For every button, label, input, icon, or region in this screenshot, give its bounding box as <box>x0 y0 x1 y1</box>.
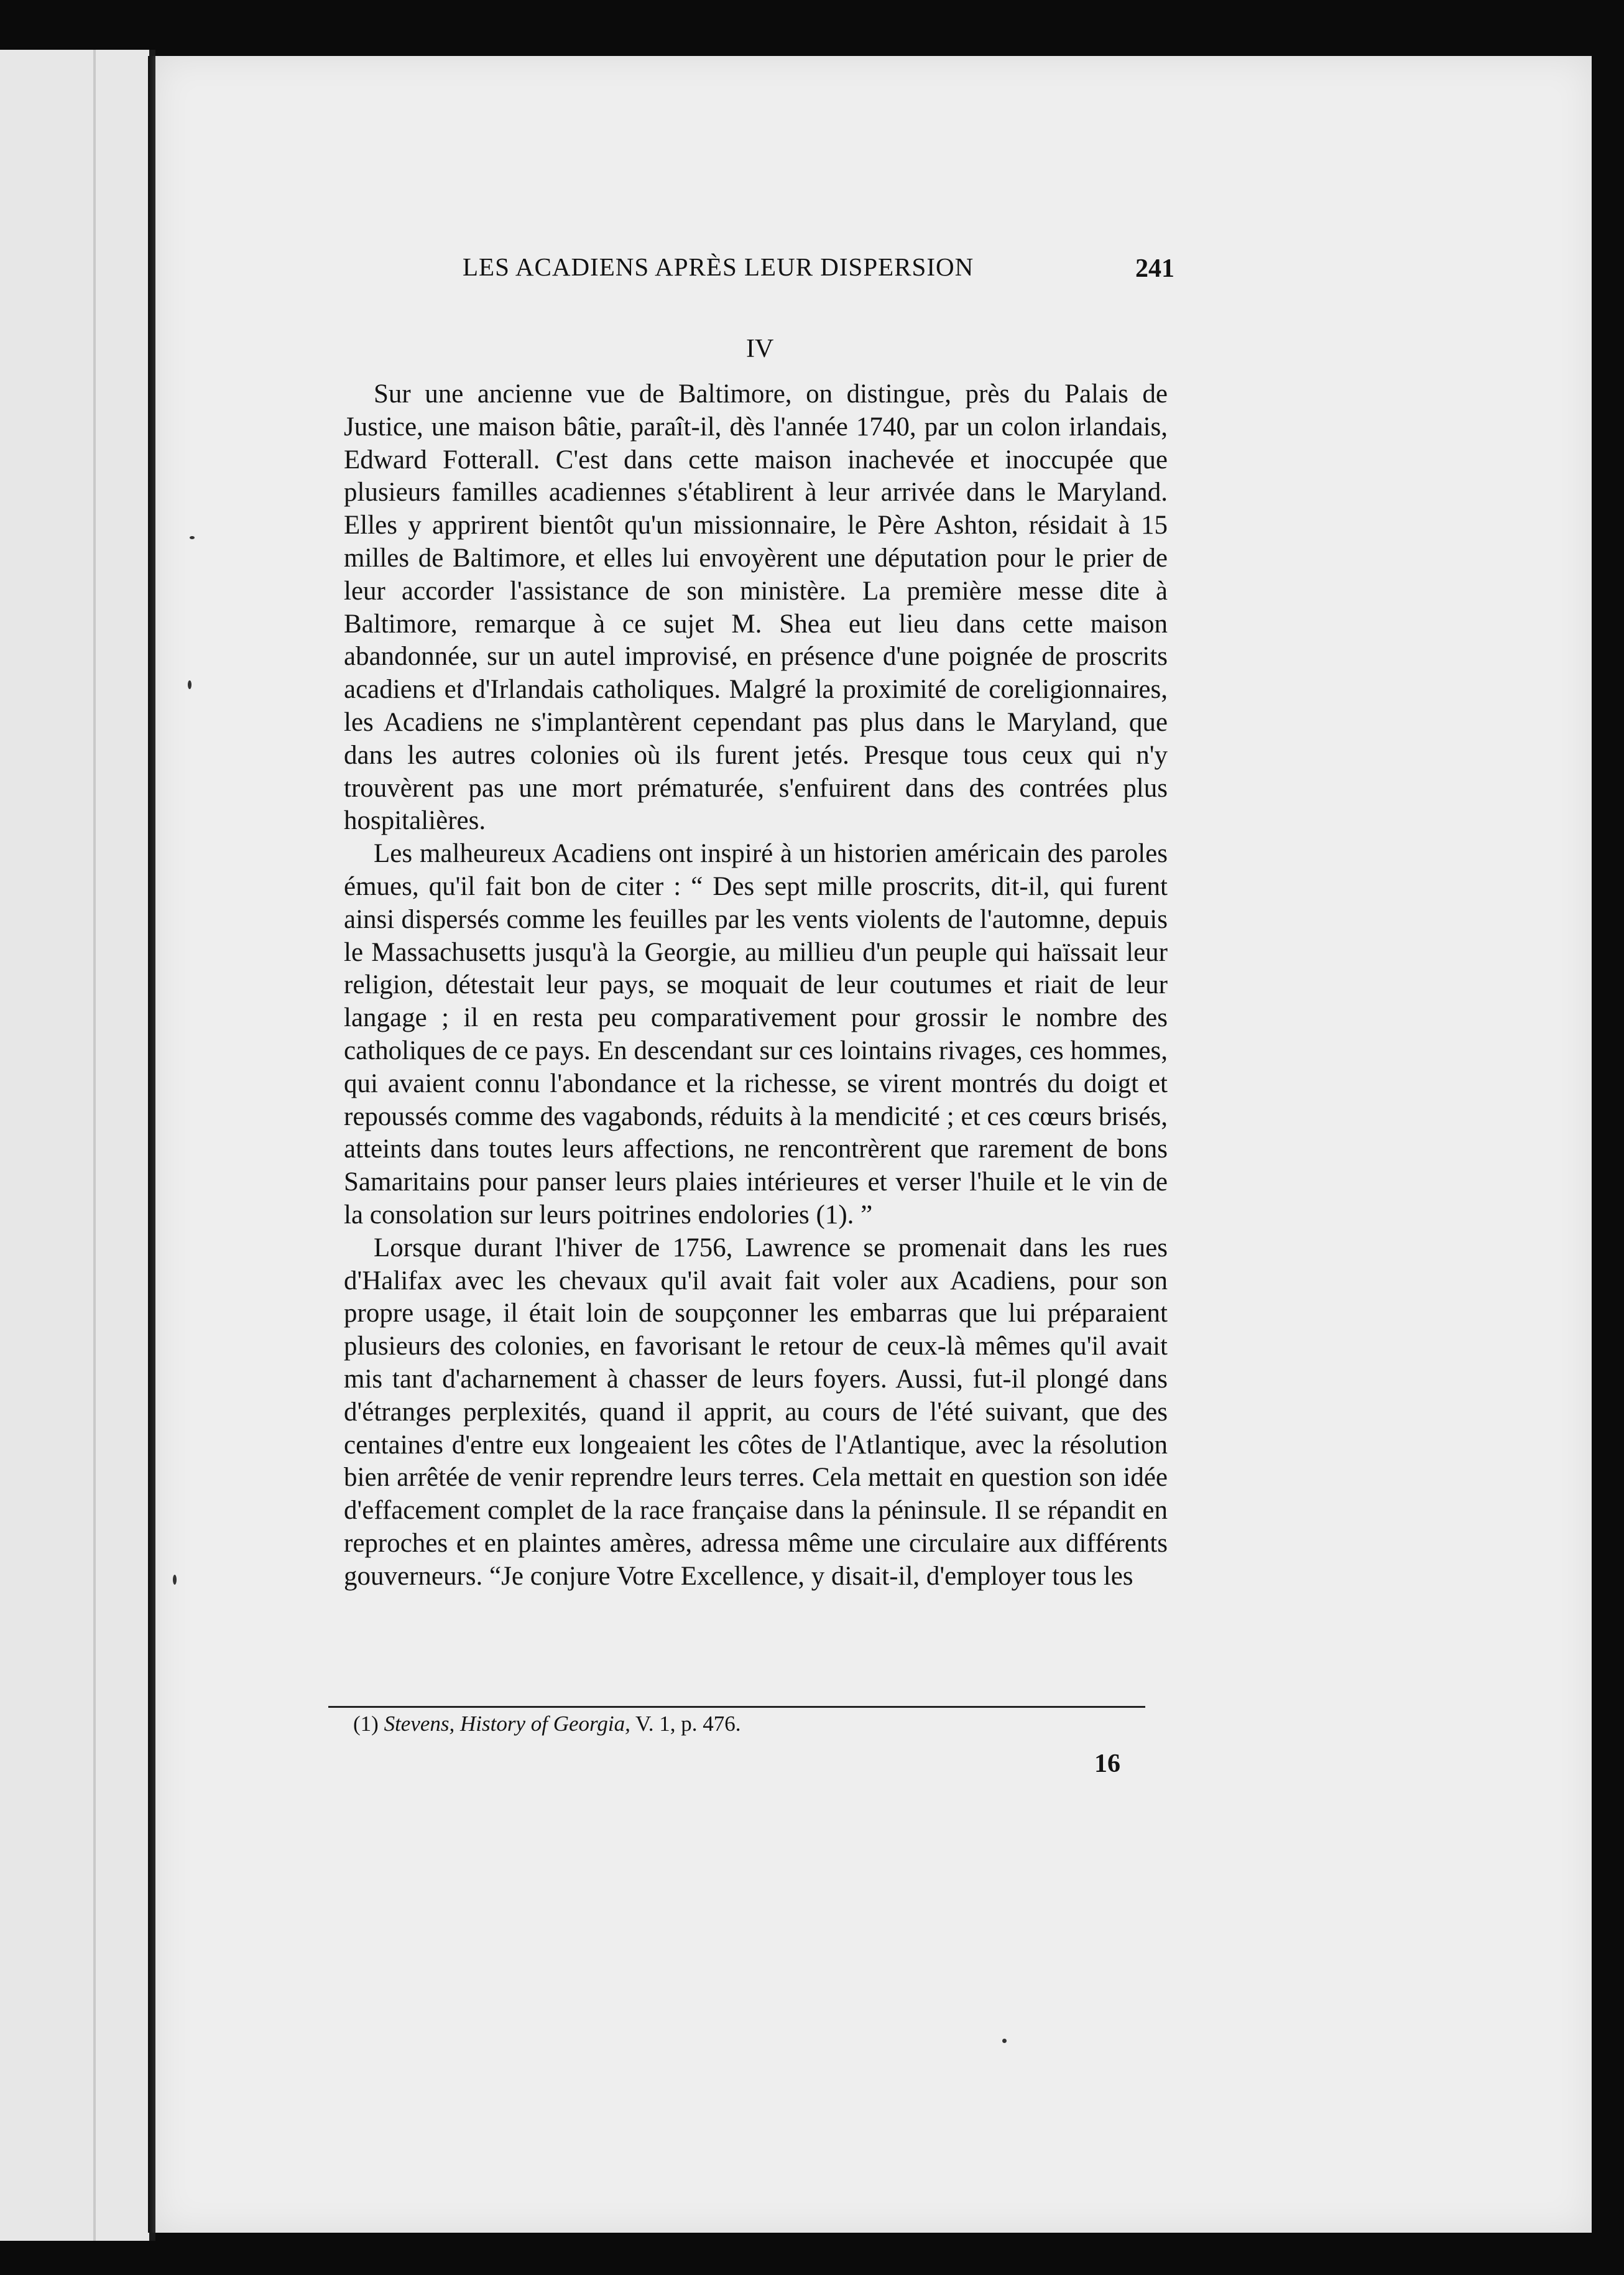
scan-speck <box>190 536 195 539</box>
scan-speck <box>173 1575 177 1585</box>
footnote-rule <box>328 1706 1145 1708</box>
body-text <box>344 378 1168 1593</box>
footnote-ref: V. 1, p. 476. <box>635 1712 741 1736</box>
signature-mark: 16 <box>1094 1749 1120 1778</box>
paragraph-2: Les malheureux Acadiens ont inspiré à un historien américain des paroles émues, qu'il fait bon de citer : “ Des sept mille proscrits, dit-il, qui furent ainsi dispersés comme les feuilles par les vents violents de l'automne, depuis le Massachusetts jusqu'à la Georgie, au millieu d'un peuple qui haïssait leur religion, détestait leur pays, se moquait de leur coutumes et riait de leur langage ; il en resta peu comparativement pour grossir le nombre des catholiques de ce pays. En descendant sur ces lointains rivages, ces hommes, qui avaient connu l'abondance et la richesse, se virent montrés du doigt et repoussés comme des vagabonds, réduits à la mendicité ; et ces cœurs brisés, atteints dans toutes leurs affections, ne rencontrèrent que rarement de bons Samaritains pour panser leurs plaies intérieures et verser l'huile et le vin de la consolation sur leurs poitrines endolories (1). ” <box>344 839 1168 1230</box>
scan-speck <box>1002 2039 1007 2043</box>
paragraph-1: Sur une ancienne vue de Baltimore, on distingue, près du Palais de Justice, une maison bâtie, paraît-il, dès l'année 1740, par un colon irlandais, Edward Fotterall. C'est dans cette maison inachevée et inoccupée que plusieurs familles acadiennes s'établirent à leur arrivée dans le Maryland. Elles y apprirent bientôt qu'un missionnaire, le Père Ashton, résidait à 15 milles de Baltimore, et elles lui envoyèrent une députation pour le prier de leur accorder l'assistance de son ministère. La première messe dite à Baltimore, remarque à ce sujet M. Shea eut lieu dans cette maison abandonnée, sur un autel improvisé, en présence d'une poignée de proscrits acadiens et d'Irlandais catholiques. Malgré la proximité de coreligionnaires, les Acadiens ne s'implantèrent cependant pas plus dans le Maryland, que dans les autres colonies où ils furent jetés. Presque tous ceux qui n'y trouvèrent pas une mort prématurée, s'enfuirent dans des contrées plus hospitalières. <box>344 379 1168 836</box>
footnote <box>353 1712 741 1736</box>
scan-border-bottom <box>0 2241 1624 2275</box>
footnote-author: Stevens, <box>384 1712 455 1736</box>
paragraph-3: Lorsque durant l'hiver de 1756, Lawrence se promenait dans les rues d'Halifax avec les chevaux qu'il avait fait voler aux Acadiens, pour son propre usage, il était loin de soupçonner les embarras que lui préparaient plusieurs des colonies, en favorisant le retour de ceux-là mêmes qu'il avait mis tant d'acharnement à chasser de leurs foyers. Aussi, fut-il plongé dans d'étranges perplexités, quand il apprit, au cours de l'été suivant, que des centaines d'entre eux longeaient les côtes de l'Atlantique, avec la résolution bien arrêtée de venir reprendre leurs terres. Cela mettait en question son idée d'effacement complet de la race française dans la péninsule. Il se répandit en reproches et en plaintes amères, adressa même une circulaire aux différents gouverneurs. “Je conjure Votre Excellence, y disait-il, d'employer tous les <box>344 1233 1168 1591</box>
page-number: 241 <box>1135 254 1174 283</box>
footnote-marker: (1) <box>353 1712 379 1736</box>
left-page-edge <box>0 50 155 2245</box>
footnote-title: History of Georgia, <box>460 1712 630 1736</box>
section-number: IV <box>746 335 774 363</box>
scan-speck <box>188 680 191 689</box>
running-title: LES ACADIENS APRÈS LEUR DISPERSION <box>463 253 974 281</box>
